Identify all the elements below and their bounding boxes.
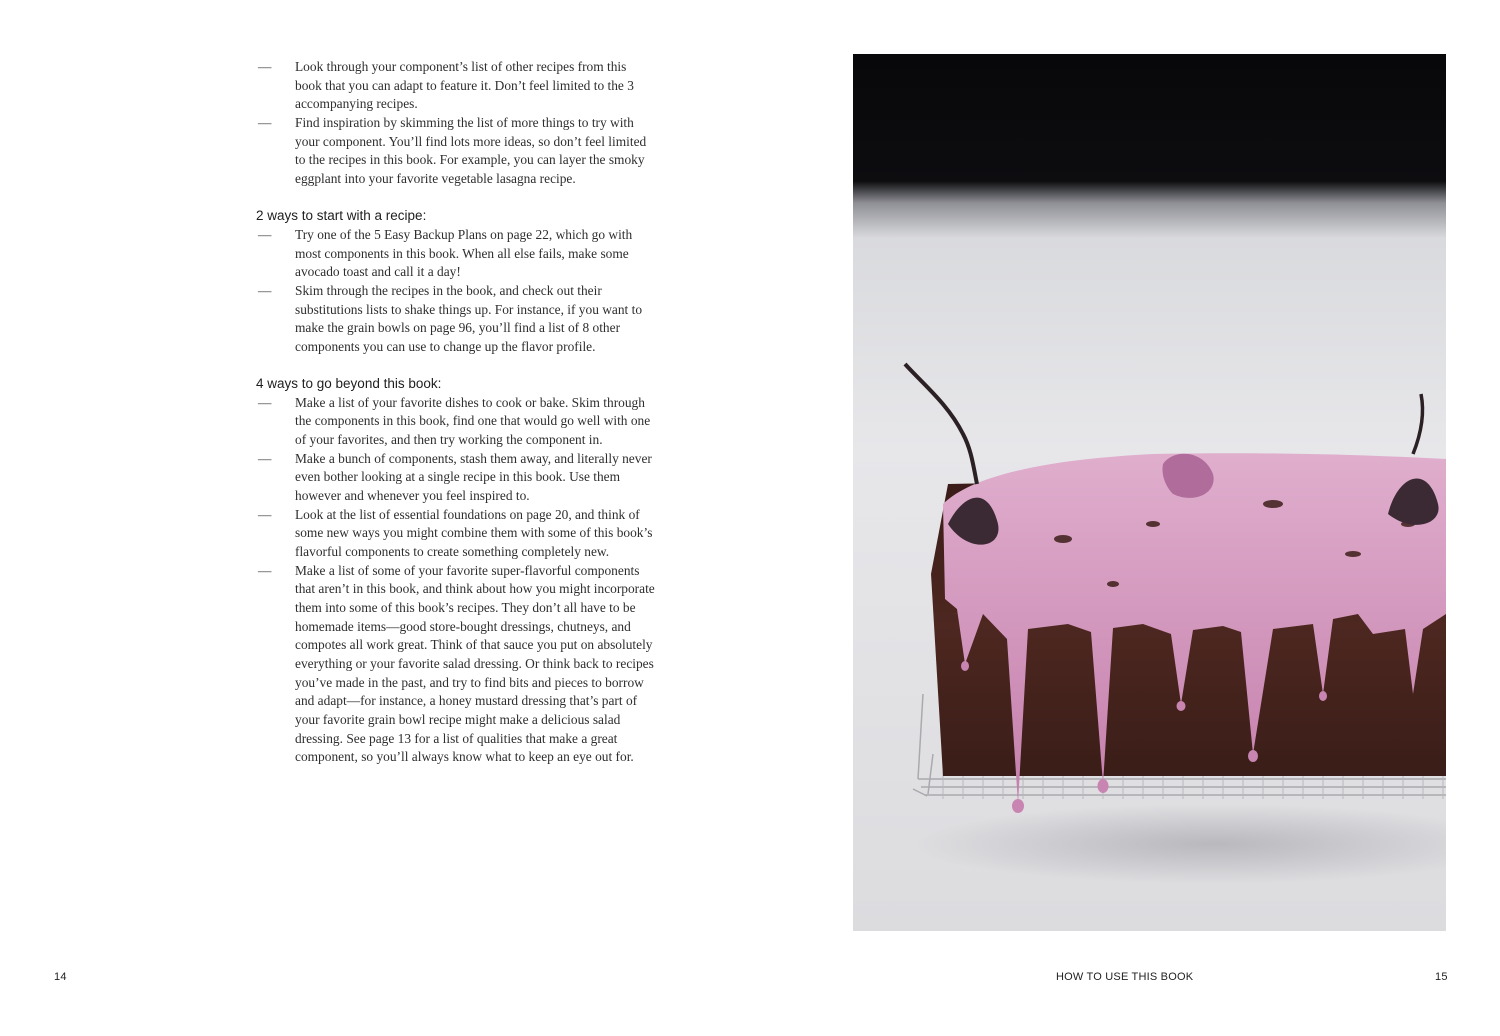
intro-list bbox=[256, 58, 656, 189]
running-head: HOW TO USE THIS BOOK bbox=[1056, 971, 1194, 983]
page-number-left: 14 bbox=[54, 971, 67, 983]
left-text-column bbox=[256, 58, 656, 767]
dash-bullet: — bbox=[258, 450, 272, 466]
dash-bullet: — bbox=[258, 394, 272, 410]
loaf-cake-photo bbox=[853, 54, 1446, 931]
section-start-with-recipe bbox=[256, 207, 656, 356]
list-item: — Look through your component’s list of other recipes from this book that you can adapt to feature it. Don’t feel limited to the 3 accompanying recipes. bbox=[258, 59, 634, 112]
dash-bullet: — bbox=[258, 226, 272, 242]
list-item: — Try one of the 5 Easy Backup Plans on page 22, which go with most components in this book. When all else fails, make some avocado toast and call it a day! bbox=[258, 226, 633, 280]
list-item: — Make a list of your favorite dishes to cook or bake. Skim through the components in this book, find one that would go well with one of your favorites, and then try working the component in. bbox=[258, 394, 651, 448]
section-heading: 2 ways to start with a recipe: bbox=[256, 208, 427, 224]
list-item: — Make a list of some of your favorite super-flavorful components that aren’t in this book, and think about how you might incorporate them into some of this book’s recipes. They don’t all have to be homemade items—good store-bought dressings, chutneys, and compotes all work great. Think of that sauce you put on absolutely everything or your favorite salad dressing. Or think back to recipes you’ve made in the past, and try to find bits and pieces to borrow and adapt—for instance, a honey mustard dressing that’s part of your favorite grain bowl recipe might make a delicious salad dressing. See page 13 for a list of qualities that make a great component, so you’ll always know what to keep an eye out for. bbox=[258, 562, 655, 765]
list-item: — Skim through the recipes in the book, and check out their substitutions lists to shake things up. For instance, if you want to make the grain bowls on page 96, you’ll find a list of 8 other components you can use to change up the flavor profile. bbox=[258, 282, 643, 354]
dash-bullet: — bbox=[258, 114, 272, 130]
dash-bullet: — bbox=[258, 282, 272, 298]
section-heading: 4 ways to go beyond this book: bbox=[256, 376, 442, 392]
dash-bullet: — bbox=[258, 506, 272, 522]
section-go-beyond bbox=[256, 375, 656, 767]
dash-bullet: — bbox=[258, 562, 272, 578]
list-item: — Look at the list of essential foundations on page 20, and think of some new ways you might combine them with some of this book’s flavorful components to create something completely new. bbox=[258, 506, 653, 560]
dash-bullet: — bbox=[258, 59, 272, 74]
list-item: — Find inspiration by skimming the list of more things to try with your component. You’ll find lots more ideas, so don’t feel limited to the recipes in this book. For example, you can layer the smoky eggplant into your favorite vegetable lasagna recipe. bbox=[258, 114, 647, 186]
page-number-right: 15 bbox=[1435, 971, 1448, 983]
list-item: — Make a bunch of components, stash them away, and literally never even bother looking at a single recipe in this book. Use them however and whenever you feel inspired to. bbox=[258, 450, 652, 504]
